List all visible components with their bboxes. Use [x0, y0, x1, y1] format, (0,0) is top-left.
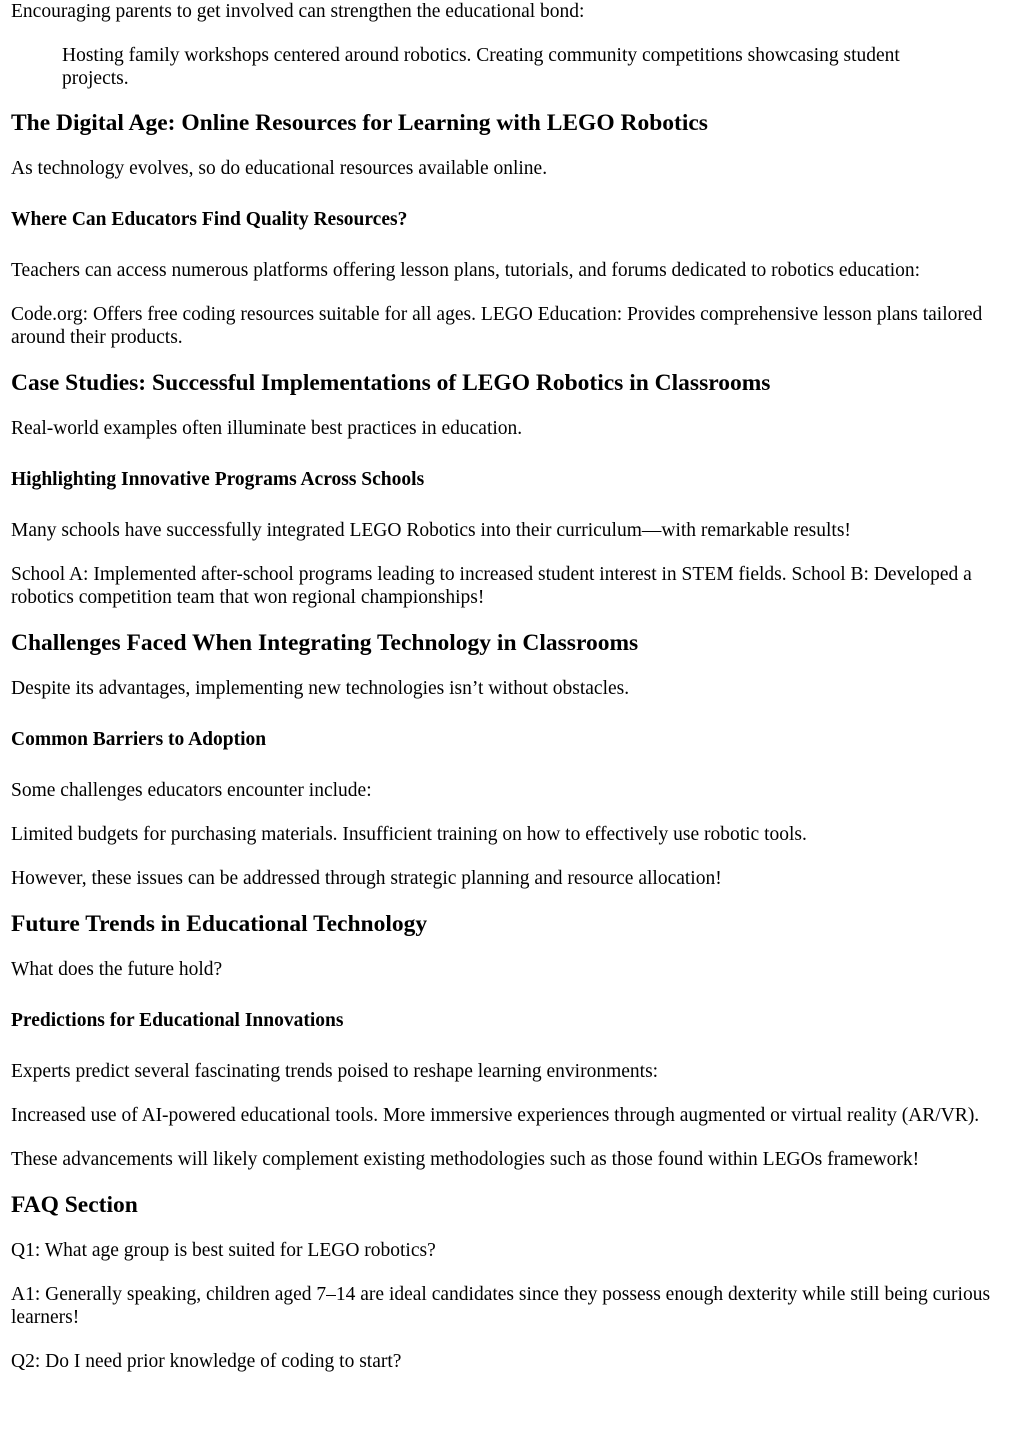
case-studies-intro: Real-world examples often illuminate best practices in education. [11, 418, 523, 439]
faq-question-2: Q2: Do I need prior knowledge of coding to start? [11, 1351, 402, 1372]
digital-age-subheading: Where Can Educators Find Quality Resources? [11, 209, 408, 230]
intro-quote [62, 44, 962, 90]
case-studies-heading: Case Studies: Successful Implementations of LEGO Robotics in Classrooms [11, 370, 771, 396]
faq-heading: FAQ Section [11, 1192, 138, 1218]
future-subheading: Predictions for Educational Innovations [11, 1010, 344, 1031]
case-studies-subheading: Highlighting Innovative Programs Across Schools [11, 469, 425, 490]
case-studies-paragraph: Many schools have successfully integrated LEGO Robotics into their curriculum—with remarkable results! [11, 520, 851, 541]
digital-age-paragraph: Teachers can access numerous platforms offering lesson plans, tutorials, and forums dedicated to robotics education: [11, 260, 921, 281]
challenges-heading: Challenges Faced When Integrating Technology in Classrooms [11, 630, 639, 656]
future-intro: What does the future hold? [11, 959, 223, 980]
challenges-paragraph: Some challenges educators encounter include: [11, 780, 372, 801]
future-heading: Future Trends in Educational Technology [11, 911, 428, 937]
digital-age-intro: As technology evolves, so do educational resources available online. [11, 158, 548, 179]
faq-question-1: Q1: What age group is best suited for LEGO robotics? [11, 1240, 436, 1261]
case-studies-examples: School A: Implemented after-school programs leading to increased student interest in STEM fields. School B: Developed a robotics competition team that won regional championships! [11, 564, 972, 608]
challenges-intro: Despite its advantages, implementing new technologies isn’t without obstacles. [11, 678, 630, 699]
future-trends: Increased use of AI-powered educational tools. More immersive experiences through augmented or virtual reality (AR/VR). [11, 1105, 980, 1126]
future-conclusion: These advancements will likely complement existing methodologies such as those found within LEGOs framework! [11, 1149, 920, 1170]
intro-text: Encouraging parents to get involved can strengthen the educational bond: [11, 1, 585, 22]
intro-quote-text: Hosting family workshops centered around robotics. Creating community competitions showcasing student projects. [62, 45, 900, 89]
challenges-subheading: Common Barriers to Adoption [11, 729, 267, 750]
future-paragraph: Experts predict several fascinating trends poised to reshape learning environments: [11, 1061, 659, 1082]
faq-answer-1: A1: Generally speaking, children aged 7–14 are ideal candidates since they possess enough dexterity while still being curious learners! [11, 1284, 991, 1328]
challenges-list: Limited budgets for purchasing materials. Insufficient training on how to effectively use robotic tools. [11, 824, 807, 845]
digital-age-heading: The Digital Age: Online Resources for Learning with LEGO Robotics [11, 110, 708, 136]
challenges-conclusion: However, these issues can be addressed through strategic planning and resource allocation! [11, 868, 722, 889]
digital-age-resources: Code.org: Offers free coding resources suitable for all ages. LEGO Education: Provides comprehensive lesson plans tailored around their products. [11, 304, 983, 348]
